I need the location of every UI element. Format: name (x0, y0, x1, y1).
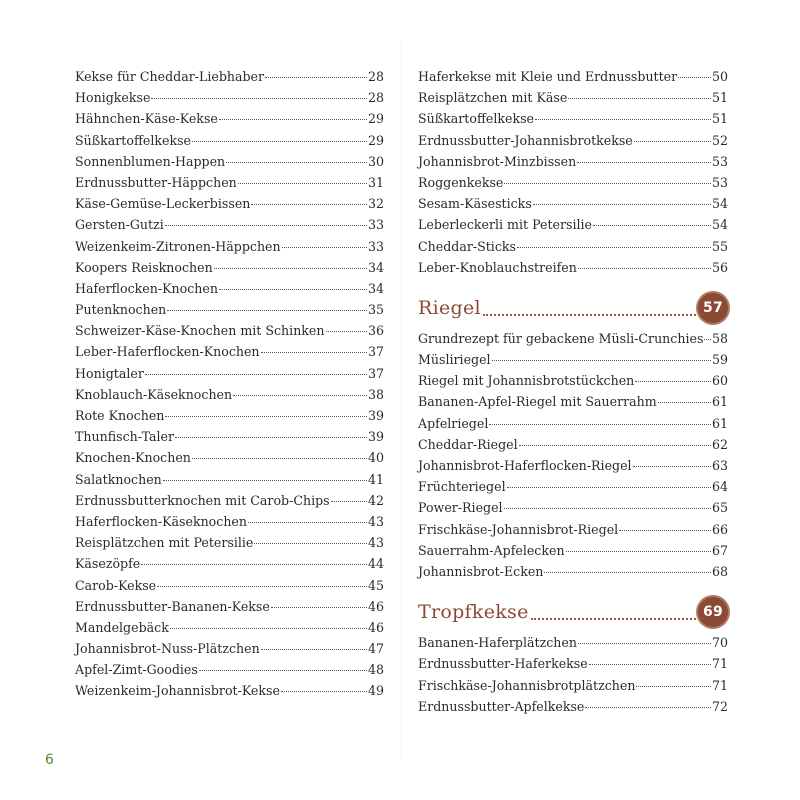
dot-leader (517, 247, 711, 248)
dot-leader (568, 98, 711, 99)
dot-leader (261, 352, 367, 353)
toc-entry-page: 41 (367, 471, 384, 487)
toc-entry-page: 37 (367, 365, 384, 381)
toc-entry-title: Johannisbrot-Haferflocken-Riegel (418, 458, 632, 473)
column-gutter (401, 40, 402, 760)
dot-leader (248, 522, 367, 523)
toc-entry-title: Roggenkekse (418, 174, 504, 190)
toc-entry-title: Bananen-Haferplätzchen (418, 635, 577, 651)
dot-leader (261, 649, 367, 650)
toc-entry-title: Reisplätzchen mit Petersilie (75, 535, 254, 551)
toc-entry[interactable] (418, 455, 728, 476)
toc-entry-title: Apfel-Zimt-Goodies (75, 662, 198, 678)
toc-entry-title: Johannisbrot-Ecken (418, 563, 544, 579)
toc-entry[interactable] (75, 214, 384, 235)
dot-leader (282, 247, 367, 248)
toc-entry-page: 40 (367, 450, 384, 466)
dot-leader (531, 618, 696, 620)
toc-entry-page: 70 (711, 635, 728, 651)
toc-entry-title: Gersten-Gutzi (75, 217, 164, 233)
toc-entry[interactable] (418, 653, 728, 674)
toc-entry-page: 61 (711, 415, 728, 431)
dot-leader (331, 501, 367, 502)
toc-entry-title: Erdnussbutterknochen mit Carob-Chips (75, 492, 330, 508)
toc-entry-page: 61 (711, 394, 728, 410)
toc-entry[interactable] (418, 476, 728, 497)
section-heading[interactable] (418, 292, 728, 324)
section-heading[interactable] (418, 596, 728, 628)
section-title: Tropfkekse (418, 601, 529, 624)
toc-entry-title: Müsliriegel (418, 352, 491, 368)
toc-entry-page: 29 (367, 132, 384, 148)
toc-entry-title: Sesam-Käsesticks (418, 196, 532, 212)
toc-entry-page: 28 (367, 90, 384, 106)
dot-leader (141, 564, 367, 565)
section-page-badge: 57 (698, 293, 728, 323)
toc-entry[interactable] (418, 349, 728, 370)
toc-entry-page: 56 (711, 259, 728, 275)
dot-leader (175, 437, 367, 438)
section-title: Riegel (418, 296, 481, 319)
toc-entry-title: Süßkartoffelkekse (75, 132, 192, 148)
dot-leader (633, 466, 711, 467)
toc-entry[interactable] (418, 172, 728, 193)
toc-entry-title: Erdnussbutter-Apfelkekse (418, 698, 585, 714)
dot-leader (504, 183, 711, 184)
toc-entry[interactable] (418, 370, 728, 391)
toc-entry-title: Apfelriegel (418, 415, 489, 431)
toc-entry[interactable] (75, 66, 384, 87)
toc-entry-title: Grundrezept für gebackene Müsli-Crunchies (418, 330, 704, 346)
toc-entry-page: 29 (367, 111, 384, 127)
toc-entry-page: 58 (711, 330, 728, 346)
toc-entry-page: 51 (711, 111, 728, 127)
toc-entry-page: 65 (711, 500, 728, 516)
toc-entry[interactable] (75, 575, 384, 596)
toc-entry-page: 55 (711, 238, 728, 254)
toc-entry-title: Johannisbrot-Minzbissen (418, 153, 577, 169)
toc-entry-title: Weizenkeim-Johannisbrot-Kekse (75, 683, 280, 699)
toc-entry-title: Knochen-Knochen (75, 450, 191, 466)
toc-entry[interactable] (418, 214, 728, 235)
dot-leader (577, 162, 711, 163)
toc-entry-page: 71 (711, 656, 728, 672)
toc-entry-page: 33 (367, 238, 384, 254)
toc-entry-title: Käsezöpfe (75, 556, 141, 572)
toc-entry-page: 72 (711, 698, 728, 714)
dot-leader (678, 77, 711, 78)
dot-leader (634, 141, 711, 142)
toc-entry[interactable] (75, 320, 384, 341)
toc-entry-page: 49 (367, 683, 384, 699)
toc-entry-title: Mandelgebäck (75, 619, 169, 635)
dot-leader (578, 268, 711, 269)
toc-entry[interactable] (75, 257, 384, 278)
toc-entry-page: 35 (367, 302, 384, 318)
toc-entry-page: 34 (367, 259, 384, 275)
toc-entry[interactable] (418, 193, 728, 214)
toc-entry[interactable] (418, 66, 728, 87)
toc-entry-title: Haferflocken-Knochen (75, 280, 218, 296)
toc-entry-page: 30 (367, 153, 384, 169)
toc-entry-page: 32 (367, 196, 384, 212)
toc-entry-page: 63 (711, 458, 728, 473)
toc-entry-title: Erdnussbutter-Häppchen (75, 174, 237, 190)
dot-leader (167, 310, 367, 311)
dot-leader (593, 225, 711, 226)
toc-entry[interactable] (418, 540, 728, 561)
dot-leader (519, 445, 711, 446)
toc-entry-title: Salatknochen (75, 471, 162, 487)
toc-entry-page: 37 (367, 344, 384, 360)
toc-entry-page: 71 (711, 677, 728, 693)
toc-entry[interactable] (75, 553, 384, 574)
toc-entry[interactable] (418, 519, 728, 540)
toc-entry[interactable] (75, 680, 384, 701)
toc-entry-title: Erdnussbutter-Johannisbrotkekse (418, 132, 633, 148)
toc-entry-title: Bananen-Apfel-Riegel mit Sauerrahm (418, 394, 657, 410)
toc-entry-title: Sonnenblumen-Happen (75, 153, 226, 169)
toc-entry[interactable] (75, 108, 384, 129)
toc-entry-title: Cheddar-Sticks (418, 238, 516, 254)
dot-leader (566, 551, 711, 552)
toc-entry[interactable] (418, 413, 728, 434)
toc-entry-page: 50 (711, 69, 728, 84)
toc-entry-title: Haferflocken-Käseknochen (75, 513, 247, 529)
toc-entry-page: 62 (711, 436, 728, 452)
toc-entry-title: Carob-Kekse (75, 577, 157, 593)
toc-entry-page: 68 (711, 563, 728, 579)
dot-leader (585, 707, 711, 708)
toc-entry[interactable] (75, 193, 384, 214)
toc-entry-title: Haferkekse mit Kleie und Erdnussbutter (418, 69, 678, 84)
toc-entry-title: Frischkäse-Johannisbrot-Riegel (418, 521, 619, 537)
toc-entry-page: 54 (711, 217, 728, 233)
toc-entry[interactable] (75, 341, 384, 362)
toc-entry-title: Erdnussbutter-Bananen-Kekse (75, 598, 270, 614)
toc-entry-page: 53 (711, 174, 728, 190)
toc-entry[interactable] (75, 405, 384, 426)
dot-leader (635, 381, 711, 382)
dot-leader (492, 360, 711, 361)
toc-entry-title: Kekse für Cheddar-Liebhaber (75, 69, 265, 84)
toc-entry-page: 39 (367, 408, 384, 423)
dot-leader (214, 268, 367, 269)
toc-entry-title: Früchteriegel (418, 479, 506, 495)
toc-entry-page: 64 (711, 479, 728, 495)
dot-leader (157, 586, 367, 587)
toc-entry[interactable] (75, 617, 384, 638)
toc-entry-title: Frischkäse-Johannisbrotplätzchen (418, 677, 636, 693)
dot-leader (544, 572, 711, 573)
toc-entry-page: 54 (711, 196, 728, 212)
toc-entry[interactable] (418, 696, 728, 717)
page-number: 6 (45, 752, 54, 768)
dot-leader (271, 607, 367, 608)
toc-entry-title: Leberleckerli mit Petersilie (418, 217, 592, 233)
dot-leader (151, 98, 367, 99)
dot-leader (163, 480, 367, 481)
toc-entry-title: Schweizer-Käse-Knochen mit Schinken (75, 323, 325, 339)
toc-entry[interactable] (418, 434, 728, 455)
dot-leader (233, 395, 367, 396)
toc-entry-page: 39 (367, 429, 384, 445)
toc-entry-title: Honigtaler (75, 365, 144, 381)
toc-entry-page: 45 (367, 577, 384, 593)
toc-right-column (418, 66, 728, 717)
dot-leader (658, 402, 711, 403)
toc-entry-page: 51 (711, 90, 728, 106)
toc-entry-page: 33 (367, 217, 384, 233)
toc-entry[interactable] (75, 172, 384, 193)
toc-entry-page: 34 (367, 280, 384, 296)
dot-leader (170, 628, 367, 629)
toc-entry-page: 31 (367, 174, 384, 190)
toc-entry-page: 43 (367, 513, 384, 529)
dot-leader (489, 424, 711, 425)
toc-entry[interactable] (75, 151, 384, 172)
toc-entry[interactable] (418, 561, 728, 582)
dot-leader (254, 543, 367, 544)
toc-entry-title: Süßkartoffelkekse (418, 111, 535, 127)
toc-entry[interactable] (75, 278, 384, 299)
toc-entry[interactable] (75, 447, 384, 468)
toc-entry[interactable] (418, 497, 728, 518)
dot-leader (578, 643, 711, 644)
toc-entry-title: Reisplätzchen mit Käse (418, 90, 568, 106)
toc-entry-title: Leber-Knoblauchstreifen (418, 259, 577, 275)
toc-entry-page: 48 (367, 662, 384, 678)
dot-leader (507, 487, 711, 488)
toc-entry[interactable] (75, 384, 384, 405)
toc-entry-title: Knoblauch-Käseknochen (75, 386, 233, 402)
toc-entry-title: Thunfisch-Taler (75, 429, 174, 445)
toc-entry-page: 36 (367, 323, 384, 339)
toc-entry[interactable] (418, 391, 728, 412)
toc-entry-title: Putenknochen (75, 302, 167, 318)
toc-entry[interactable] (75, 426, 384, 447)
toc-entry-page: 53 (711, 153, 728, 169)
dot-leader (533, 204, 711, 205)
toc-entry[interactable] (75, 130, 384, 151)
toc-entry[interactable] (75, 469, 384, 490)
toc-entry[interactable] (75, 659, 384, 680)
toc-entry-title: Käse-Gemüse-Leckerbissen (75, 196, 251, 212)
toc-entry-page: 46 (367, 598, 384, 614)
dot-leader (192, 458, 367, 459)
dot-leader (504, 508, 711, 509)
toc-entry-page: 43 (367, 535, 384, 551)
toc-entry-page: 52 (711, 132, 728, 148)
dot-leader (219, 119, 367, 120)
toc-entry-title: Riegel mit Johannisbrotstückchen (418, 373, 635, 389)
dot-leader (636, 686, 711, 687)
toc-entry-title: Leber-Haferflocken-Knochen (75, 344, 260, 360)
toc-entry[interactable] (75, 638, 384, 659)
dot-leader (199, 670, 367, 671)
toc-entry[interactable] (418, 87, 728, 108)
toc-entry-page: 38 (367, 386, 384, 402)
toc-entry-title: Cheddar-Riegel (418, 436, 518, 452)
toc-entry-page: 60 (711, 373, 728, 389)
toc-entry[interactable] (418, 328, 728, 349)
toc-entry[interactable] (75, 532, 384, 553)
dot-leader (165, 416, 367, 417)
toc-entry-page: 46 (367, 619, 384, 635)
toc-entry-title: Weizenkeim-Zitronen-Häppchen (75, 238, 281, 254)
toc-entry[interactable] (75, 511, 384, 532)
dot-leader (589, 664, 711, 665)
toc-entry[interactable] (75, 596, 384, 617)
dot-leader (326, 331, 367, 332)
toc-entry-title: Power-Riegel (418, 500, 503, 516)
toc-entry-page: 47 (367, 641, 384, 657)
toc-entry-title: Honigkekse (75, 90, 151, 106)
dot-leader (238, 183, 367, 184)
toc-entry[interactable] (418, 236, 728, 257)
toc-entry[interactable] (75, 299, 384, 320)
toc-entry[interactable] (418, 108, 728, 129)
toc-entry-page: 42 (367, 492, 384, 508)
toc-entry[interactable] (418, 151, 728, 172)
dot-leader (265, 77, 367, 78)
section-page-badge: 69 (698, 597, 728, 627)
toc-entry-title: Sauerrahm-Apfelecken (418, 542, 565, 558)
toc-entry[interactable] (418, 632, 728, 653)
toc-left-column (75, 66, 384, 702)
toc-entry[interactable] (418, 675, 728, 696)
toc-entry-title: Koopers Reisknochen (75, 259, 213, 275)
dot-leader (535, 119, 711, 120)
dot-leader (165, 225, 367, 226)
toc-entry[interactable] (418, 257, 728, 278)
dot-leader (281, 691, 367, 692)
toc-entry-page: 59 (711, 352, 728, 368)
toc-entry[interactable] (75, 87, 384, 108)
toc-entry-title: Rote Knochen (75, 408, 165, 423)
toc-entry[interactable] (418, 130, 728, 151)
dot-leader (219, 289, 367, 290)
toc-entry-page: 66 (711, 521, 728, 537)
dot-leader (251, 204, 367, 205)
toc-entry-title: Hähnchen-Käse-Kekse (75, 111, 218, 127)
dot-leader (619, 530, 711, 531)
toc-entry-title: Johannisbrot-Nuss-Plätzchen (75, 641, 260, 657)
toc-entry[interactable] (75, 363, 384, 384)
dot-leader (483, 314, 696, 316)
dot-leader (704, 339, 711, 340)
toc-entry-page: 67 (711, 542, 728, 558)
toc-entry-title: Erdnussbutter-Haferkekse (418, 656, 588, 672)
dot-leader (145, 374, 367, 375)
toc-entry-page: 28 (367, 69, 384, 84)
toc-entry[interactable] (75, 490, 384, 511)
toc-entry-page: 44 (367, 556, 384, 572)
dot-leader (192, 141, 367, 142)
dot-leader (226, 162, 367, 163)
toc-entry[interactable] (75, 236, 384, 257)
